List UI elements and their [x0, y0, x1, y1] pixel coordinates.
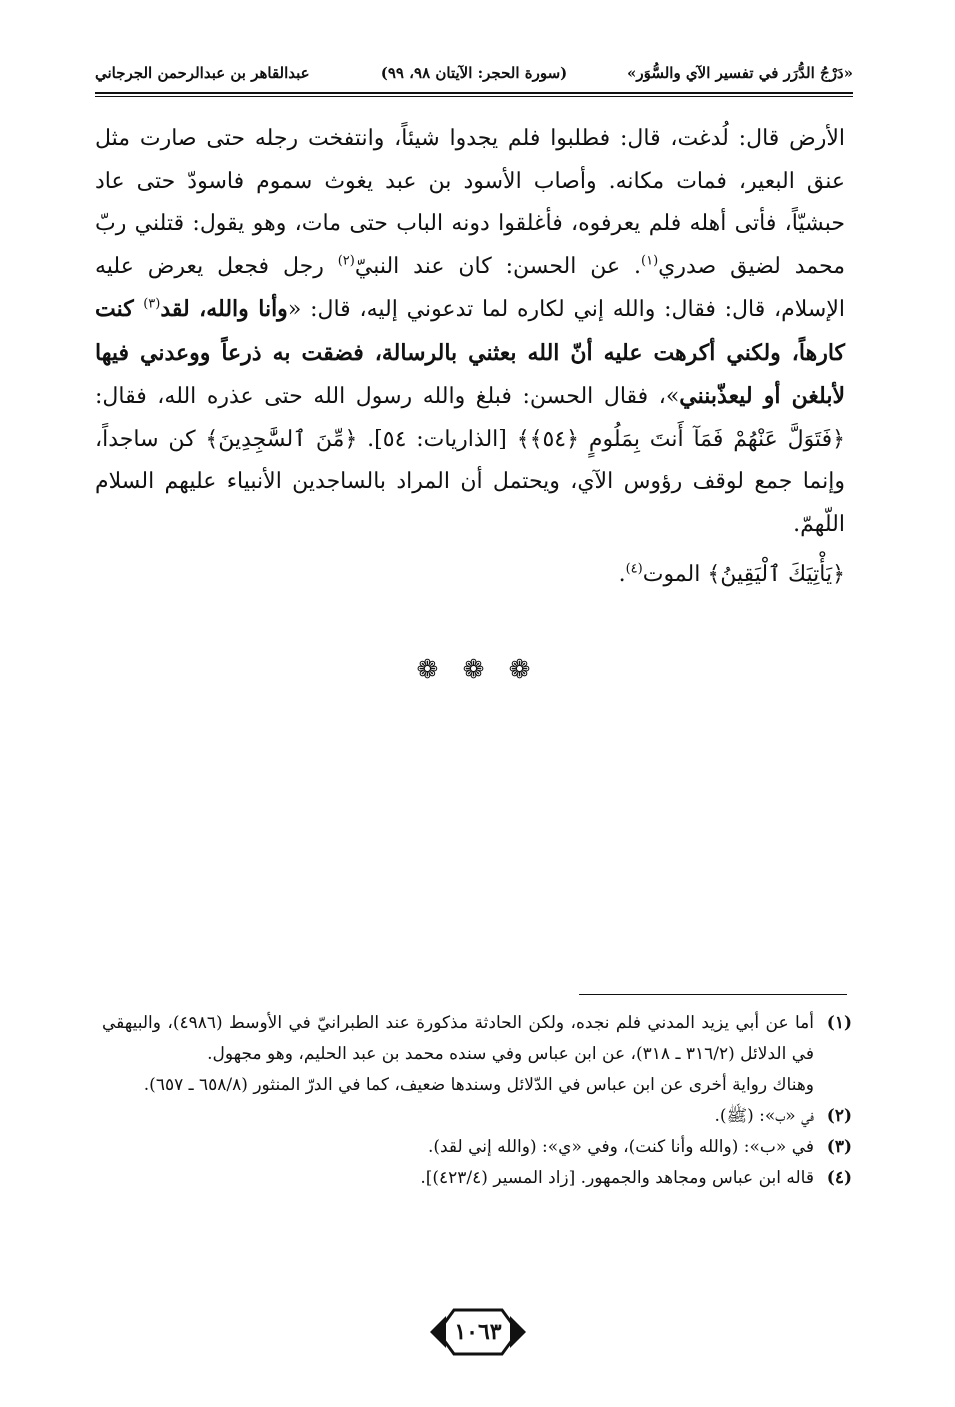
footnote-body [102, 1008, 814, 1101]
hadith-bold: كنت كارهاً، ولكني أكرهت عليه أنّ الله بعثني بالرسالة، فضقت به ذرعاً ووعدني فيها لأبلغن أو ليعذّبنني [95, 296, 845, 409]
footnote-4 [102, 1163, 852, 1194]
text-run: . [618, 562, 626, 587]
footnote-line: في «ب»: (والله وأنا كنت)، وفي «ي»: (والله إني لقد). [427, 1137, 814, 1157]
surah-reference: (سورة الحجر: الآيتان ٩٨، ٩٩) [380, 64, 568, 82]
paragraph-2 [95, 554, 845, 597]
text-run: »، فقال الحسن: فبلغ والله رسول الله حتى عذره الله، فقال: [95, 384, 680, 409]
footnote-line: في «ب»: (ﷺ). [714, 1106, 814, 1126]
footnote-ref-4: (٤) [625, 561, 643, 577]
text-run: كن ساجداً، وإنما جمع لوقف رؤوس الآي، ويحتمل أن المراد بالساجدين الأنبياء عليهم السلام اللّهمّ. [95, 426, 845, 537]
text-run: . عن الحسن: كان عند النبيّ [354, 253, 642, 279]
quran-verse: ﴿مِّنَ ٱلسَّٰجِدِينَ﴾ [205, 426, 358, 452]
footnote-line: قاله ابن عباس ومجاهد والجمهور. [زاد المسير (٤٢٣/٤)]. [420, 1168, 814, 1188]
footnote-ref-2: (٢) [337, 253, 355, 269]
flower-ornament-icons: ❁ ❁ ❁ [416, 655, 539, 685]
footnote-number: (١) [826, 1013, 852, 1033]
footnote-ref-1: (١) [641, 253, 659, 269]
footnotes [102, 1008, 852, 1194]
verse-citation: [الذاريات: ٥٤]. [357, 426, 517, 452]
author-name: عبدالقاهر بن عبدالرحمن الجرجاني [95, 64, 310, 82]
header-rule-thin [95, 96, 853, 97]
footnote-body [102, 1101, 814, 1132]
running-header [95, 58, 853, 94]
footnote-1 [102, 1008, 852, 1101]
footnote-3 [102, 1132, 852, 1163]
hadith-bold: وأنا والله، لقد [160, 296, 288, 322]
footnote-number: (٤) [826, 1168, 852, 1188]
text-run: الموت [642, 562, 708, 587]
section-separator [0, 655, 955, 685]
page-number-badge [428, 1306, 528, 1358]
footnote-rule [579, 994, 847, 995]
book-title: «دَرْجُ الدُّرَر في تفسير الآي والسُّوَر» [626, 64, 853, 82]
text-run: الأرض قال: لُدغت، قال: فطلبوا فلم يجدوا شيئاً، وانتفخت رجله حتى صارت مثل عنق البعير، فمات مكانه. وأصاب الأسود بن عبد يغوث سموم فاسودّ حتى عاد حبشيّاً، فأتى أهله فلم يعرفوه، فأغلقوا دونه الباب حتى مات، وهو يقول: قتلني ربّ محمد لضيق صدري [95, 126, 846, 279]
header-rule-thick [95, 92, 853, 94]
footnote-ref-3: (٣) [143, 296, 161, 312]
footnote-2 [102, 1101, 852, 1132]
page-number: ١٠٦٣ [454, 1319, 502, 1345]
footnote-line: أما عن أبي يزيد المدني فلم نجده، ولكن الحادثة مذكورة عند الطبرانيّ في الأوسط (٤٩٨٦)، والبيهقي في الدلائل (٣١٦/٢ ـ ٣١٨)، عن ابن عباس وفي سنده محمد بن عبد الحليم، وهو مجهول. [102, 1013, 815, 1064]
main-text [95, 118, 845, 597]
quran-verse: ﴿فَتَوَلَّ عَنْهُمْ فَمَآ أَنتَ بِمَلُومٍ ﴿٥٤﴾﴾ [516, 426, 845, 452]
paragraph-1 [95, 118, 845, 546]
quran-verse: ﴿يَأْتِيَكَ ٱلْيَقِينُ﴾ [707, 562, 845, 587]
footnote-line: وهناك رواية أخرى عن ابن عباس في الدّلائل وسندها ضعيف، كما في الدرّ المنثور (٦٥٨/٨ ـ ٦٥٧). [143, 1075, 814, 1095]
footnote-number: (٣) [826, 1137, 852, 1157]
footnote-number: (٢) [826, 1106, 852, 1126]
footnote-body [102, 1132, 814, 1163]
footnote-body [102, 1163, 814, 1194]
text-run: رجل فجعل يعرض عليه الإسلام، قال: فقال: والله إني لكاره لما تدعوني إليه، قال: « [95, 253, 845, 322]
